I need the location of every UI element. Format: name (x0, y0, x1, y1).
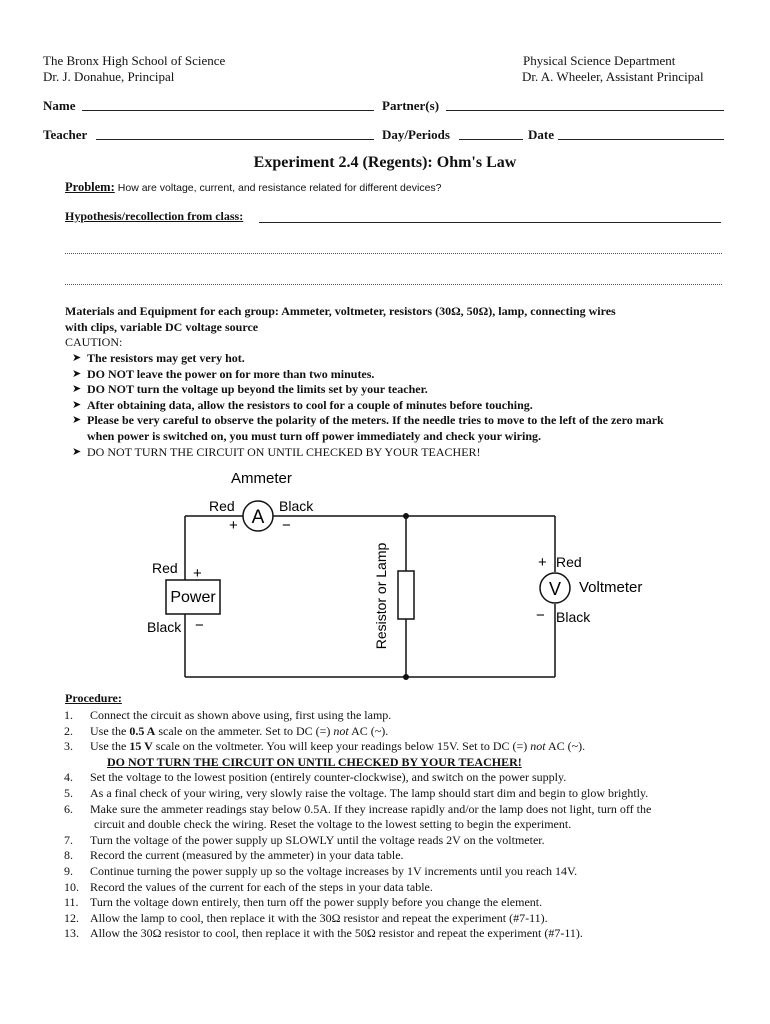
procedure-step: 2. Use the 0.5 A scale on the ammeter. Set to DC (=) not AC (~). (64, 723, 389, 738)
ammeter-label: Ammeter (231, 470, 292, 487)
page-title: Experiment 2.4 (Regents): Ohm's Law (253, 154, 517, 171)
voltmeter-label: Voltmeter (579, 579, 643, 596)
voltmeter-letter: V (548, 579, 562, 599)
arrow-bullet-icon: ➤ (72, 352, 82, 364)
materials-line-1: Materials and Equipment for each group: Ammeter, voltmeter, resistors (30Ω, 50Ω), lamp, connecting wires (65, 304, 616, 318)
arrow-bullet-icon: ➤ (72, 398, 82, 411)
hypothesis-label: Hypothesis/recollection from class: (65, 209, 244, 223)
arrow-bullet-icon: ➤ (72, 383, 82, 396)
ammeter-plus: + (229, 517, 238, 534)
procedure-step: 1. Connect the circuit as shown above using, first using the lamp. (64, 708, 392, 722)
materials-line-2: with clips, variable DC voltage source (65, 320, 259, 334)
power-minus: − (195, 617, 204, 634)
procedure-step: 13. Allow the 30Ω resistor to cool, then replace it with the 50Ω resistor and repeat the experiment (#7-11). (64, 926, 583, 941)
name-label: Name (43, 98, 76, 113)
voltmeter-plus: + (538, 554, 547, 571)
procedure-step: 9. Continue turning the power supply up so the voltage increases by 1V increments until you reach 14V. (64, 863, 578, 878)
ammeter-black-label: Black (279, 498, 314, 514)
caution-item: ➤ DO NOT turn the voltage up beyond the limits set by your teacher. (72, 382, 428, 397)
procedure-step: 11. Turn the voltage down entirely, then turn off the power supply before you change the element. (64, 895, 543, 910)
partners-label: Partner(s) (382, 98, 440, 113)
procedure-step: 10. Record the values of the current for each of the steps in your data table. (64, 879, 433, 894)
problem-label: Problem: (65, 180, 115, 194)
date-label: Date (528, 127, 554, 142)
arrow-bullet-icon: ➤ (72, 367, 82, 380)
caution-item: ➤ After obtaining data, allow the resistors to cool for a couple of minutes before touching. (72, 397, 533, 412)
procedure-step: 3. Use the 15 V scale on the voltmeter. You will keep your readings below 15V. Set to DC (=) not AC (~). (64, 739, 586, 754)
caution-label: CAUTION: (65, 335, 123, 349)
ammeter-letter: A (251, 507, 265, 528)
caution-item: ➤ Please be very careful to observe the polarity of the meters. If the needle tries to move to the left of the zero mark when power is switched on, you must turn off power immediately and check your wiring. (72, 413, 664, 443)
caution-item: ➤ DO NOT leave the power on for more than two minutes. (72, 366, 375, 381)
principal-name: Dr. J. Donahue, Principal (43, 69, 175, 84)
junction-top-dot (403, 513, 409, 519)
procedure-step: 6. Make sure the ammeter readings stay below 0.5A. If they increase rapidly and/or the lamp does not light, turn off the circuit and double check the wiring. Reset the voltage to the lowest setting to begin the experiment. (64, 801, 652, 832)
voltmeter-red-label: Red (556, 554, 582, 570)
power-label: Power (170, 589, 216, 606)
problem-text: How are voltage, current, and resistance related for different devices? (117, 182, 442, 194)
teacher-label: Teacher (43, 127, 88, 142)
caution-item: ➤ The resistors may get very hot. (72, 351, 245, 365)
department-name: Physical Science Department (523, 53, 676, 68)
voltmeter-black-label: Black (556, 609, 591, 625)
resistor-box (398, 571, 414, 619)
procedure-label: Procedure: (65, 691, 122, 705)
resistor-label: Resistor or Lamp (373, 542, 389, 650)
junction-bottom-dot (403, 674, 409, 680)
school-name: The Bronx High School of Science (43, 53, 226, 68)
procedure-step: 4. Set the voltage to the lowest position (entirely counter-clockwise), and switch on the power supply. (64, 770, 567, 785)
arrow-bullet-icon: ➤ (72, 445, 82, 458)
power-plus: + (193, 565, 202, 582)
procedure-step: 5. As a final check of your wiring, very slowly raise the voltage. The lamp should start dim and begin to glow brightly. (64, 785, 649, 800)
assistant-principal-name: Dr. A. Wheeler, Assistant Principal (522, 69, 704, 84)
ammeter-minus: − (282, 517, 291, 534)
procedure-step: 12. Allow the lamp to cool, then replace it with the 30Ω resistor and repeat the experiment (#7-11). (64, 910, 548, 925)
power-red-label: Red (152, 560, 178, 576)
procedure-step: 8. Record the current (measured by the ammeter) in your data table. (64, 848, 404, 863)
power-black-label: Black (147, 619, 182, 635)
procedure-warning: DO NOT TURN THE CIRCUIT ON UNTIL CHECKED BY YOUR TEACHER! (107, 754, 522, 769)
day-periods-label: Day/Periods (382, 127, 450, 142)
procedure-list (64, 708, 714, 942)
arrow-bullet-icon: ➤ (72, 414, 82, 427)
caution-item: ➤ DO NOT TURN THE CIRCUIT ON UNTIL CHECKED BY YOUR TEACHER! (72, 444, 481, 459)
voltmeter-minus: − (536, 607, 545, 624)
procedure-step: 7. Turn the voltage of the power supply up SLOWLY until the voltage reads 2V on the voltmeter. (64, 832, 545, 847)
ammeter-red-label: Red (209, 498, 235, 514)
